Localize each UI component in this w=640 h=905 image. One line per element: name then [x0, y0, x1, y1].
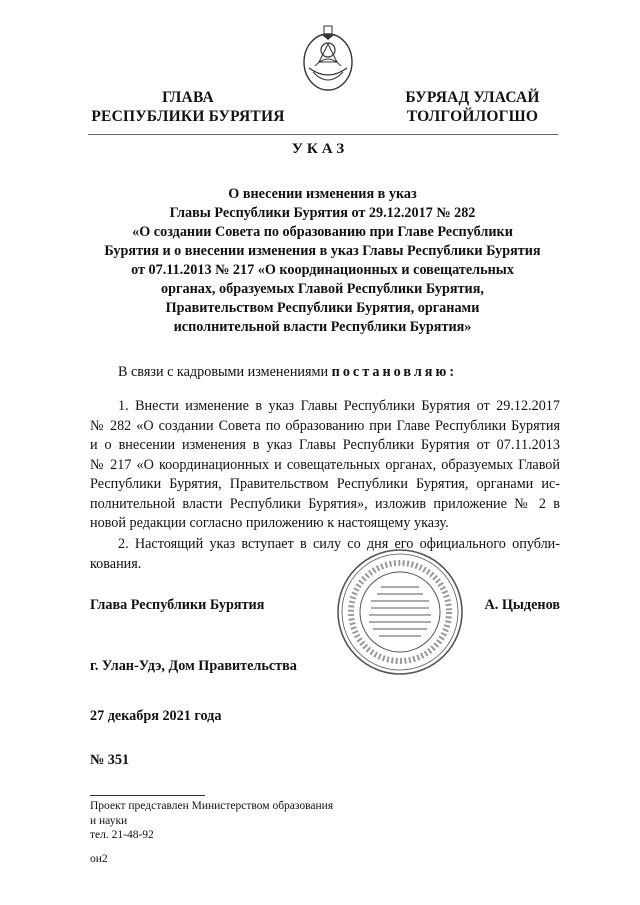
title-line: «О создании Совета по образованию при Главе Республики [132, 224, 513, 240]
item-2-line: 2. Настоящий указ вступает в силу со дня его официального опубли- [118, 536, 560, 552]
title-line: Правительством Республики Бурятия, органами [165, 300, 480, 316]
item-2-line: кования. [90, 555, 142, 572]
decree-number: № 351 [90, 752, 130, 768]
header-right-line2: ТОЛГОЙЛОГШО [406, 108, 539, 125]
header-left [88, 88, 288, 126]
title-line: органах, образуемых Главой Республики Бурятия, [161, 281, 484, 297]
title-line: Главы Республики Бурятия от 29.12.2017 № 282 [169, 205, 476, 221]
title-line: Бурятия и о внесении изменения в указ Главы Республики Бурятия [104, 243, 541, 259]
signatory-name: А. Цыденов [484, 597, 560, 613]
item-1-line: и о внесении изменения в указ Главы Республики Бурятия от 07.11.2013 [90, 437, 560, 453]
title-line: исполнительной власти Республики Бурятия» [173, 319, 472, 335]
intro-paragraph [90, 363, 560, 383]
footnote-line: Проект представлен Министерством образования [90, 800, 334, 812]
header-left-line2: РЕСПУБЛИКИ БУРЯТИЯ [91, 108, 285, 125]
footnote [90, 799, 333, 843]
item-1-line: 1. Внести изменение в указ Главы Республики Бурятия от 29.12.2017 [118, 398, 560, 414]
header-left-line1: ГЛАВА [162, 89, 214, 106]
item-1-line: полнительной власти Республики Бурятия», изложив приложение № 2 в [90, 495, 560, 512]
footnote-divider [90, 795, 205, 796]
item-2-paragraph [90, 535, 560, 574]
item-1-line: новой редакции согласно приложению к настоящему указу. [90, 515, 449, 531]
decree-date: 27 декабря 2021 года [90, 708, 222, 724]
document-code: ои2 [90, 853, 108, 865]
item-1-line: № 282 «О создании Совета по образованию при Главе Республики Бурятия [90, 417, 560, 434]
decree-heading: УКАЗ [291, 141, 349, 157]
header-divider [88, 134, 558, 135]
title-line: О внесении изменения в указ [228, 186, 417, 202]
header-right [390, 88, 555, 126]
signatory-title: Глава Республики Бурятия [90, 597, 265, 613]
item-1-paragraph [90, 397, 560, 534]
title-line: от 07.11.2013 № 217 «О координационных и совещательных [131, 262, 514, 278]
coat-of-arms-emblem [301, 22, 355, 96]
item-1-line: Республики Бурятия, Правительством Республики Бурятия, органами ис- [90, 476, 560, 492]
official-seal-stamp [335, 547, 465, 677]
footnote-line: тел. 21-48-92 [90, 829, 154, 841]
footnote-line: и науки [90, 814, 128, 827]
place-of-signing: г. Улан-Удэ, Дом Правительства [90, 658, 297, 674]
intro-text: В связи с кадровыми изменениями [118, 364, 332, 380]
intro-resolve-word: постановляю: [331, 364, 458, 380]
header-right-line1: БУРЯАД УЛАСАЙ [405, 89, 540, 106]
item-1-line: № 217 «О координационных и совещательных органах, образуемых Главой [90, 456, 560, 473]
decree-title [90, 185, 555, 337]
